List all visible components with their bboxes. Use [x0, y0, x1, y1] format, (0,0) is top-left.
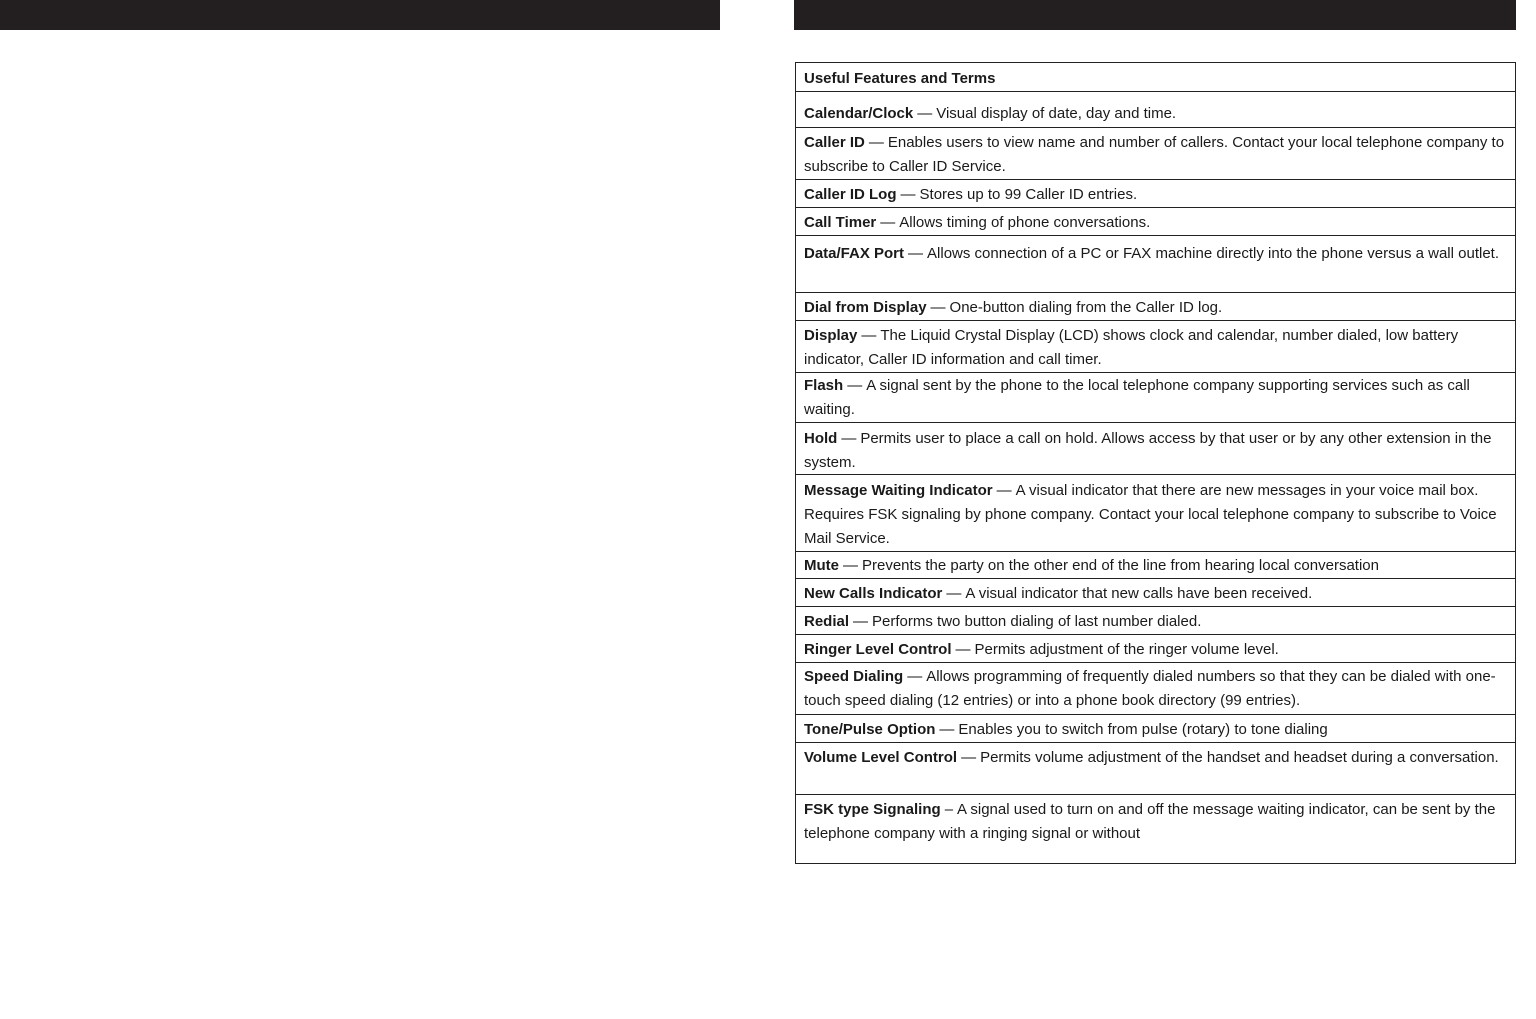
table-row — [796, 662, 1515, 714]
term-description: Permits user to place a call on hold. Allows access by that user or by any other extension in the system. — [804, 430, 1492, 471]
term-description: Stores up to 99 Caller ID entries. — [919, 186, 1138, 203]
term-description: Prevents the party on the other end of the line from hearing local conversation — [862, 557, 1379, 574]
table-row — [796, 91, 1515, 127]
term-dash: — — [930, 299, 946, 316]
term-dash: — — [841, 430, 857, 447]
table-row — [796, 372, 1515, 422]
term-dash: — — [868, 134, 884, 151]
term-dash: — — [946, 585, 962, 602]
term-dash: — — [880, 214, 896, 231]
table-row — [796, 179, 1515, 207]
term-name: Speed Dialing — [804, 668, 904, 685]
term-description: A visual indicator that new calls have been received. — [965, 585, 1313, 602]
term-description: Allows timing of phone conversations. — [899, 214, 1151, 231]
term-description: A signal used to turn on and off the message waiting indicator, can be sent by the telephone company with a ringing signal or without — [804, 801, 1496, 842]
term-name: Volume Level Control — [804, 749, 958, 766]
term-dash: — — [907, 668, 923, 685]
table-row — [796, 292, 1515, 320]
term-name: FSK type Signaling — [804, 801, 941, 818]
table-row — [796, 235, 1515, 292]
table-row — [796, 551, 1515, 578]
term-name: Redial — [804, 613, 850, 630]
term-dash: – — [944, 801, 954, 818]
term-description: Permits volume adjustment of the handset and headset during a conversation. — [980, 749, 1499, 766]
term-dash: — — [861, 327, 877, 344]
term-name: Call Timer — [804, 214, 877, 231]
table-row — [796, 578, 1515, 606]
term-name: Flash — [804, 377, 844, 394]
term-name: Mute — [804, 557, 839, 574]
header-bar-right — [794, 0, 1516, 30]
table-row — [796, 474, 1515, 551]
term-dash: — — [900, 186, 916, 203]
term-description: The Liquid Crystal Display (LCD) shows clock and calendar, number dialed, low battery indicator, Caller ID information and call timer. — [804, 327, 1459, 368]
term-name: New Calls Indicator — [804, 585, 943, 602]
term-dash: — — [996, 482, 1012, 499]
table-row — [796, 606, 1515, 634]
term-dash: — — [955, 641, 971, 658]
term-description: A signal sent by the phone to the local telephone company supporting services such as call waiting. — [804, 377, 1470, 418]
term-description: A visual indicator that there are new messages in your voice mail box. Requires FSK signaling by phone company. Contact your local telephone company to subscribe to Voice Mail Service. — [804, 482, 1497, 547]
term-dash: — — [908, 245, 924, 262]
table-row — [796, 742, 1515, 794]
term-dash: — — [843, 557, 858, 574]
term-description: Enables users to view name and number of callers. Contact your local telephone company to subscribe to Caller ID Service. — [804, 134, 1505, 175]
term-name: Calendar/Clock — [804, 105, 914, 122]
term-name: Message Waiting Indicator — [804, 482, 993, 499]
term-dash: — — [847, 377, 863, 394]
term-description: Performs two button dialing of last number dialed. — [872, 613, 1202, 630]
term-name: Display — [804, 327, 858, 344]
table-row — [796, 422, 1515, 474]
table-row — [796, 794, 1515, 863]
term-dash: — — [917, 105, 933, 122]
term-dash: — — [939, 721, 955, 738]
features-terms-table — [795, 62, 1516, 864]
term-name: Caller ID Log — [804, 186, 897, 203]
term-name: Hold — [804, 430, 838, 447]
term-name: Data/FAX Port — [804, 245, 905, 262]
term-name: Tone/Pulse Option — [804, 721, 936, 738]
term-description: Permits adjustment of the ringer volume level. — [974, 641, 1279, 658]
table-row — [796, 320, 1515, 372]
table-row — [796, 634, 1515, 662]
table-row — [796, 714, 1515, 742]
term-description: Enables you to switch from pulse (rotary) to tone dialing — [958, 721, 1328, 738]
term-description: Allows connection of a PC or FAX machine directly into the phone versus a wall outlet. — [927, 245, 1499, 262]
header-bar-left — [0, 0, 720, 30]
table-row — [796, 127, 1515, 179]
term-name: Caller ID — [804, 134, 865, 151]
term-name: Dial from Display — [804, 299, 927, 316]
term-dash: — — [853, 613, 869, 630]
term-description: One-button dialing from the Caller ID log. — [949, 299, 1223, 316]
table-title: Useful Features and Terms — [804, 70, 996, 87]
term-name: Ringer Level Control — [804, 641, 952, 658]
table-row — [796, 207, 1515, 235]
term-description: Visual display of date, day and time. — [936, 105, 1177, 122]
term-dash: — — [961, 749, 977, 766]
term-description: Allows programming of frequently dialed numbers so that they can be dialed with one-touch speed dialing (12 entries) or into a phone book directory (99 entries). — [804, 668, 1496, 709]
